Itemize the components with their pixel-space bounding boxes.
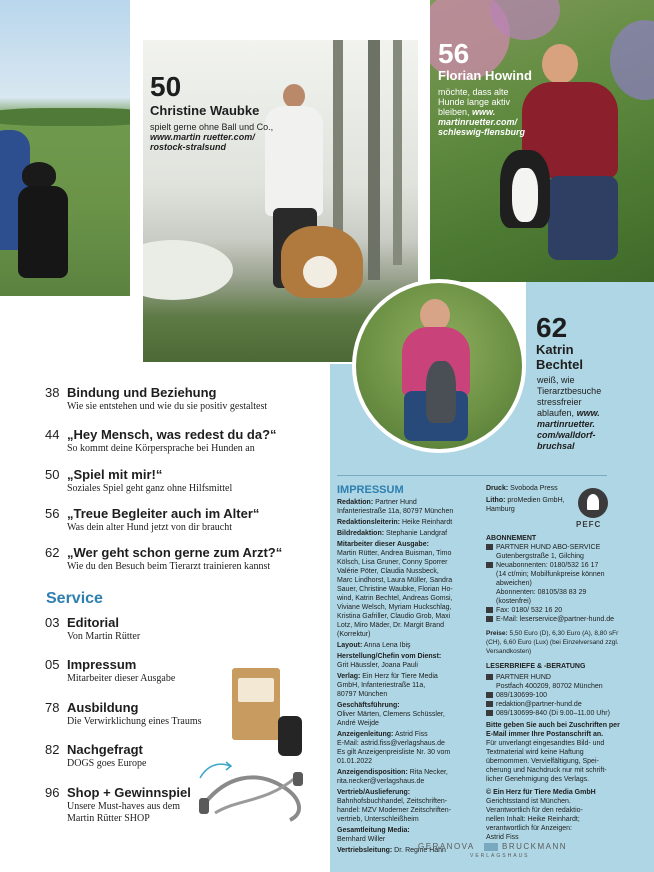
copyright-line: Verantwortlich für den redaktio-	[486, 807, 583, 814]
impressum-line	[337, 641, 487, 650]
impressum-text: Sauer, Christine Waubke, Florian Ho-	[337, 586, 453, 593]
impressum-label: Anzeigendisposition:	[337, 769, 408, 776]
toc-page-number: 44	[45, 427, 60, 442]
impressum-text: wind, Katrin Bechtel, Andreas Gomsi,	[337, 595, 453, 602]
service-subtitle: Die Verwirklichung eines Traums	[67, 716, 202, 727]
copyright-line: Gerichtsstand ist München.	[486, 798, 571, 805]
abonnement-block	[486, 534, 651, 656]
abo-line: Abonnenten: 08105/38 83 29	[496, 589, 587, 596]
service-title: Nachgefragt	[67, 742, 143, 757]
service-title: Shop + Gewinnspiel	[67, 785, 191, 800]
impressum-label: Redaktionsleiterin:	[337, 519, 401, 526]
feature-description-text: bleiben,	[438, 107, 470, 117]
impressum-line	[337, 826, 487, 835]
photo-katrin-circle	[352, 279, 526, 453]
phone-icon	[486, 710, 493, 716]
publisher-logo-right: BRUCKMANN	[502, 842, 568, 851]
impressum-line	[337, 797, 487, 806]
abo-line-text: Neuabonnenten: 0180/532 16 17	[496, 562, 599, 569]
impressum-line	[337, 777, 487, 786]
feature-link[interactable]: bruchsal	[537, 441, 575, 451]
leser-line-text: PARTNER HUND	[496, 674, 551, 681]
impressum-line	[337, 612, 487, 621]
toc-title: „Hey Mensch, was redest du da?“	[67, 427, 277, 442]
leser-line-text: redaktion@partner-hund.de	[496, 701, 582, 708]
preise-text: 5,50 Euro (D), 6,30 Euro (A), 8,80 sFr	[507, 630, 619, 637]
service-heading: Service	[46, 590, 103, 607]
preise-label: Preise:	[486, 630, 508, 637]
impressum-heading: IMPRESSUM	[337, 484, 404, 496]
leser-line	[486, 691, 651, 700]
impressum-line	[337, 498, 487, 507]
impressum-text: Ein Herz für Tiere Media	[360, 673, 438, 680]
impressum-text: Kristina Gafriller, Claudio Grob, Maxi	[337, 613, 451, 620]
haftung-line: cherung und Nachdruck nur mit schrift-	[486, 767, 607, 774]
copyright-line: verantwortlich für Anzeigen:	[486, 825, 572, 832]
abo-line	[486, 615, 651, 624]
feature-description	[537, 408, 600, 419]
pefc-logo-icon	[578, 488, 608, 518]
feature-author-name: Katrin	[536, 342, 574, 357]
toc-subtitle: Wie du den Besuch beim Tierarzt trainieren kannst	[67, 561, 271, 572]
impressum-text: GmbH, Infanteriestraße 11a,	[337, 682, 426, 689]
druck-value: Svoboda Press	[508, 485, 558, 492]
impressum-label: Bildredaktion:	[337, 530, 385, 537]
preise-line: (CH), 6,60 Euro (Lux) (bei Einzelversand zzgl.	[486, 639, 619, 646]
impressum-line	[337, 730, 487, 739]
abo-line: (14 ct/min; Mobilfunkpreise können	[496, 571, 605, 578]
mail-icon	[486, 701, 493, 707]
impressum-label: Vertriebsleitung:	[337, 847, 393, 854]
impressum-label: Redaktion:	[337, 499, 374, 506]
abo-line	[486, 543, 651, 552]
phone-icon	[486, 562, 493, 568]
litho-line-2: Hamburg	[486, 506, 515, 513]
feature-description: stressfreier	[537, 397, 582, 407]
toc-subtitle: Was dein alter Hund jetzt von dir braucht	[67, 522, 232, 533]
leser-line: Postfach 400209, 80702 München	[496, 683, 603, 690]
feature-description: Tierarztbesuche	[537, 386, 602, 396]
litho-label: Litho:	[486, 497, 506, 504]
building-icon	[486, 544, 493, 550]
impressum-line	[337, 768, 487, 777]
impressum-text: Astrid Fiss	[393, 731, 428, 738]
abo-line: abweichen)	[496, 580, 532, 587]
preise-line: Versandkosten)	[486, 648, 532, 655]
impressum-column-1	[337, 498, 487, 855]
litho-line	[486, 496, 646, 505]
feature-description: Hunde lange aktiv	[438, 97, 511, 107]
feature-description-text: ablaufen,	[537, 408, 575, 418]
impressum-text: Rita Necker,	[407, 769, 448, 776]
feature-link[interactable]: rostock-stralsund	[150, 142, 227, 152]
toc-page-number: 38	[45, 385, 60, 400]
copyright-line: © Ein Herz für Tiere Media GmbH	[486, 789, 596, 796]
service-page-number: 82	[45, 742, 60, 757]
impressum-text: Kölsch, Lisa Gruner, Conny Sporrer	[337, 559, 448, 566]
service-subtitle: Mitarbeiter dieser Ausgabe	[67, 673, 176, 684]
haftung-line: Für unverlangt eingesandtes Bild- und	[486, 740, 605, 747]
impressum-line	[337, 603, 487, 612]
pefc-label: PEFC	[576, 520, 602, 529]
abo-line-text: Fax: 0180/ 532 16 20	[496, 607, 563, 614]
impressum-text: (Korrektur)	[337, 631, 371, 638]
feature-link[interactable]: martinruetter.	[537, 419, 596, 429]
service-title: Impressum	[67, 657, 137, 672]
feature-page-number: 62	[536, 312, 568, 343]
toc-title: „Spiel mit mir!“	[67, 467, 163, 482]
impressum-line	[337, 719, 487, 728]
building-icon	[486, 674, 493, 680]
feature-link[interactable]: martinruetter.com/	[438, 117, 518, 127]
haftung-line: licher Genehmigung des Verlags.	[486, 776, 590, 783]
phone-icon	[486, 692, 493, 698]
service-subtitle: DOGS goes Europe	[67, 758, 147, 769]
impressum-text: vertrieb, Unterschleißheim	[337, 816, 419, 823]
feature-page-number: 50	[150, 71, 182, 102]
leser-line	[486, 709, 651, 718]
abo-line: Gutenbergstraße 1, Gilching	[496, 553, 584, 560]
impressum-line	[337, 748, 487, 757]
leserbriefe-block	[486, 662, 651, 842]
abo-line: (kostenfrei)	[496, 598, 532, 605]
impressum-label: Geschäftsführung:	[337, 702, 400, 709]
impressum-text: 01.01.2022	[337, 758, 373, 765]
abo-line	[486, 606, 651, 615]
impressum-label: Mitarbeiter dieser Ausgabe:	[337, 541, 429, 548]
product-poop-bag-dispenser-image	[278, 716, 302, 756]
abo-line	[486, 561, 651, 570]
leser-line	[486, 700, 651, 709]
impressum-line	[337, 549, 487, 558]
impressum-line	[337, 594, 487, 603]
publisher-logo-left: GERANOVA	[418, 842, 475, 851]
impressum-label: Layout:	[337, 642, 363, 649]
impressum-line	[337, 681, 487, 690]
impressum-line	[337, 788, 487, 797]
service-title: Ausbildung	[67, 700, 139, 715]
feature-link[interactable]: www.	[472, 107, 496, 117]
impressum-text: Es gilt Anzeigenpreisliste Nr. 30 vom	[337, 749, 451, 756]
product-box-image	[232, 668, 280, 740]
impressum-label: Herstellung/Chefin vom Dienst:	[337, 653, 442, 660]
impressum-text: Stephanie Landgraf	[384, 530, 448, 537]
toc-page-number: 56	[45, 506, 60, 521]
service-subtitle: Martin Rütter SHOP	[67, 813, 150, 824]
feature-author-name: Florian Howind	[438, 68, 532, 83]
impressum-line	[337, 815, 487, 824]
service-page-number: 05	[45, 657, 60, 672]
impressum-text: Dr. Regine Hahn	[392, 847, 446, 854]
toc-title: „Wer geht schon gerne zum Arzt?“	[67, 545, 283, 560]
toc-page-number: 50	[45, 467, 60, 482]
impressum-text: rita.necker@verlagshaus.de	[337, 778, 425, 785]
impressum-line	[337, 757, 487, 766]
toc-subtitle: Wie sie entstehen und wie du sie positiv gestaltest	[67, 401, 268, 412]
impressum-line	[337, 585, 487, 594]
service-subtitle: Unsere Must-haves aus dem	[67, 801, 181, 812]
feature-link[interactable]: www.	[576, 408, 600, 418]
impressum-label: Vertrieb/Auslieferung:	[337, 789, 411, 796]
bitte-line: E-Mail immer Ihre Postanschrift an.	[486, 731, 604, 738]
impressum-line	[337, 576, 487, 585]
feature-link[interactable]: schleswig-flensburg	[438, 127, 526, 137]
impressum-text: Valérie Pöter, Claudia Nussbeck,	[337, 568, 439, 575]
service-page-number: 96	[45, 785, 60, 800]
impressum-line	[337, 806, 487, 815]
feature-page-number: 56	[438, 38, 470, 69]
impressum-line	[337, 661, 487, 670]
toc-title: „Treue Begleiter auch im Alter“	[67, 506, 260, 521]
service-page-number: 03	[45, 615, 60, 630]
impressum-text: Bahnhofsbuchhandel, Zeitschriften-	[337, 798, 448, 805]
impressum-line	[337, 567, 487, 576]
impressum-text: Anna Lena Ibiş	[362, 642, 411, 649]
impressum-line	[337, 529, 487, 538]
leser-line-text: 089/130699-840 (Di 9.00–11.00 Uhr)	[496, 710, 610, 717]
impressum-label: Verlag:	[337, 673, 361, 680]
impressum-line	[337, 690, 487, 699]
impressum-line	[337, 701, 487, 710]
publisher-logo-mark	[484, 843, 498, 851]
preise-line	[486, 629, 651, 638]
toc-subtitle: So kommt deine Körpersprache bei Hunden an	[67, 443, 255, 454]
feature-description: weiß, wie	[537, 375, 575, 385]
impressum-text: 80797 München	[337, 691, 388, 698]
litho-value: proMedien GmbH,	[505, 497, 565, 504]
abo-line-text: PARTNER HUND ABO-SERVICE	[496, 544, 601, 551]
toc-subtitle: Soziales Spiel geht ganz ohne Hilfsmittel	[67, 483, 233, 494]
impressum-line	[337, 710, 487, 719]
toc-page-number: 62	[45, 545, 60, 560]
publisher-logo-sub: VERLAGSHAUS	[470, 853, 530, 859]
impressum-line	[337, 558, 487, 567]
impressum-line	[337, 739, 487, 748]
impressum-text: E-Mail: astrid.fiss@verlagshaus.de	[337, 740, 445, 747]
impressum-text: Partner Hund	[373, 499, 417, 506]
druck-line	[486, 484, 646, 493]
mail-icon	[486, 616, 493, 622]
feature-author-name: Bechtel	[536, 357, 583, 372]
abo-line-text: E-Mail: leserservice@partner-hund.de	[496, 616, 614, 623]
feature-author-name: Christine Waubke	[150, 103, 260, 118]
impressum-divider	[337, 475, 607, 476]
impressum-text: Infanteriestraße 11a, 80797 München	[337, 508, 454, 515]
impressum-label: Gesamtleitung Media:	[337, 827, 410, 834]
service-subtitle: Von Martin Rütter	[67, 631, 141, 642]
haftung-line: Textmaterial wird keine Haftung	[486, 749, 584, 756]
impressum-text: Bernhard Willer	[337, 836, 386, 843]
feature-description: spielt gerne ohne Ball und Co.,	[150, 122, 274, 132]
impressum-line	[337, 518, 487, 527]
service-page-number: 78	[45, 700, 60, 715]
druck-label: Druck:	[486, 485, 509, 492]
leserbriefe-heading: LESERBRIEFE & -BERATUNG	[486, 663, 586, 670]
impressum-text: Martin Rütter, Andrea Buisman, Timo	[337, 550, 452, 557]
impressum-line	[337, 672, 487, 681]
service-title: Editorial	[67, 615, 120, 630]
photo-dog-field	[0, 0, 130, 296]
impressum-text: Viviane Welsch, Myriam Huckschlag,	[337, 604, 452, 611]
copyright-line: Astrid Fiss	[486, 834, 519, 841]
arrow-icon	[196, 758, 236, 782]
feature-description: möchte, dass alte	[438, 87, 509, 97]
impressum-text: André Weijde	[337, 720, 379, 727]
impressum-line	[337, 540, 487, 549]
impressum-line	[337, 507, 487, 516]
leser-line-text: 089/130699-100	[496, 692, 547, 699]
feature-link[interactable]: www.martin ruetter.com/	[150, 132, 255, 142]
impressum-label: Anzeigenleitung:	[337, 731, 394, 738]
impressum-text: Oliver Märten, Clemens Schüssler,	[337, 711, 445, 718]
impressum-text: handel: MZV Moderner Zeitschriften-	[337, 807, 451, 814]
haftung-line: übernommen. Vervielfältigung, Spei-	[486, 758, 599, 765]
toc-title: Bindung und Beziehung	[67, 385, 217, 400]
copyright-line: nellen Inhalt: Heike Reinhardt;	[486, 816, 580, 823]
impressum-text: Marc Lindhorst, Laura Müller, Sandra	[337, 577, 453, 584]
fax-icon	[486, 607, 493, 613]
impressum-text: Grit Häussler, Joana Pauli	[337, 662, 418, 669]
abonnement-heading: ABONNEMENT	[486, 535, 537, 542]
impressum-text: Heike Reinhardt	[400, 519, 453, 526]
impressum-line	[337, 652, 487, 661]
bitte-line: Bitte geben Sie auch bei Zuschriften per	[486, 722, 620, 729]
feature-link[interactable]: com/walldorf-	[537, 430, 596, 440]
impressum-line	[337, 621, 487, 630]
impressum-line	[337, 630, 487, 639]
impressum-column-2	[486, 484, 646, 514]
impressum-text: Lotz, Miro Mäder, Dr. Margit Brand	[337, 622, 444, 629]
leser-line	[486, 673, 651, 682]
